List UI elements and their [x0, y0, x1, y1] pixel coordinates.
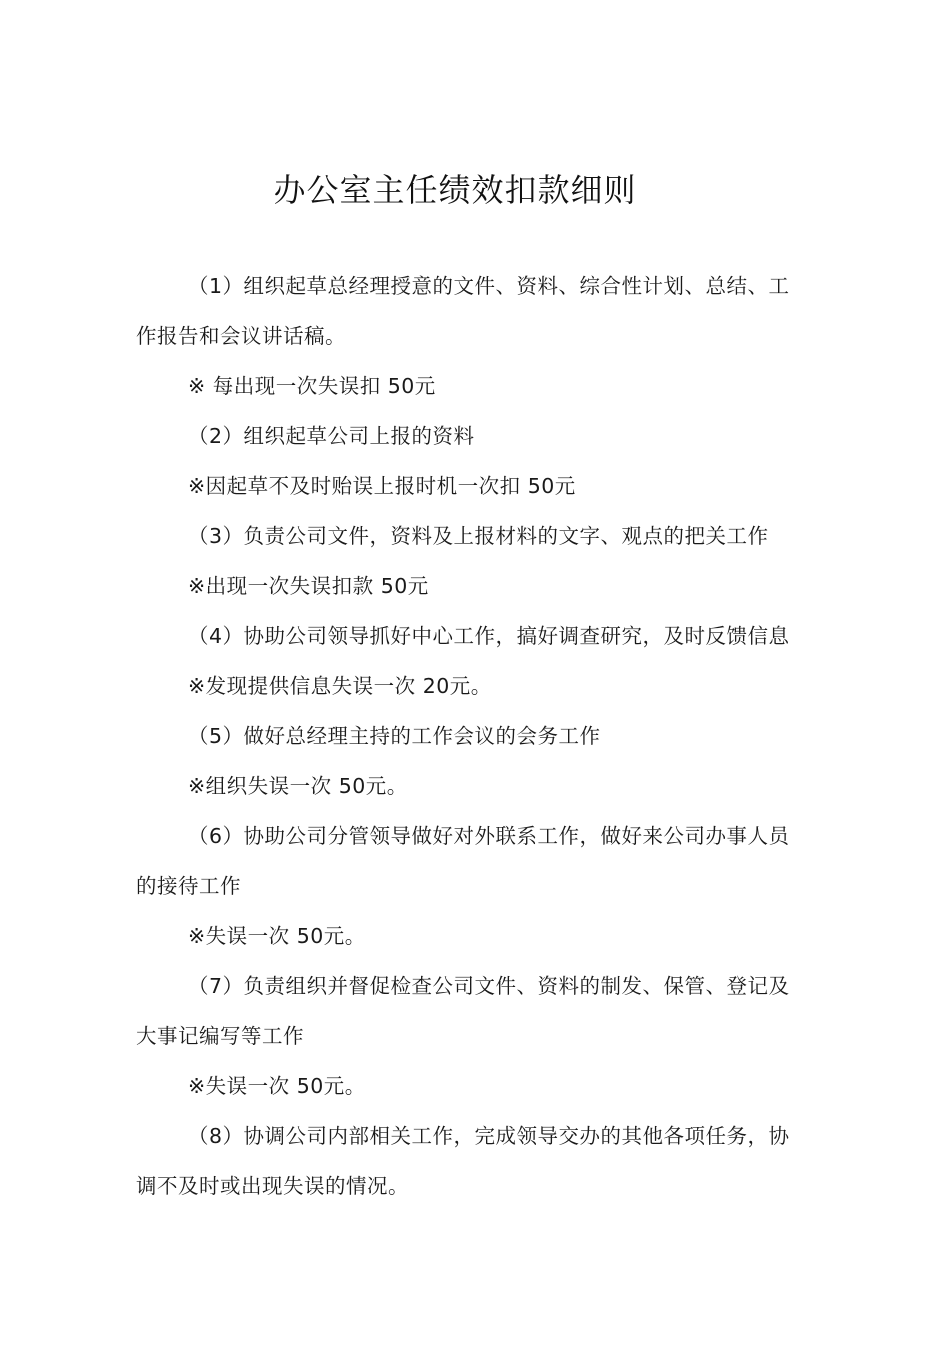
item-6-line-2: 的接待工作: [136, 874, 241, 898]
item-2-line-1: （2）组织起草公司上报的资料: [188, 424, 475, 448]
item-7-line-2: 大事记编写等工作: [136, 1024, 304, 1048]
item-5-penalty: ※组织失误一次 50元。: [188, 774, 408, 798]
item-1-line-2: 作报告和会议讲话稿。: [136, 324, 346, 348]
item-3-penalty: ※出现一次失误扣款 50元: [188, 574, 429, 598]
item-6-line-1: （6）协助公司分管领导做好对外联系工作，做好来公司办事人员: [188, 824, 790, 848]
item-1-line-1: （1）组织起草总经理授意的文件、资料、综合性计划、总结、工: [188, 274, 790, 298]
item-1-penalty: ※ 每出现一次失误扣 50元: [188, 374, 436, 398]
item-5-line-1: （5）做好总经理主持的工作会议的会务工作: [188, 724, 601, 748]
item-4-penalty: ※发现提供信息失误一次 20元。: [188, 674, 492, 698]
item-8-line-1: （8）协调公司内部相关工作，完成领导交办的其他各项任务，协: [188, 1124, 790, 1148]
document-title: 办公室主任绩效扣款细则: [273, 171, 637, 209]
item-2-penalty: ※因起草不及时贻误上报时机一次扣 50元: [188, 474, 576, 498]
item-4-line-1: （4）协助公司领导抓好中心工作，搞好调查研究，及时反馈信息: [188, 624, 790, 648]
item-3-line-1: （3）负责公司文件，资料及上报材料的文字、观点的把关工作: [188, 524, 769, 548]
item-7-penalty: ※失误一次 50元。: [188, 1074, 366, 1098]
item-7-line-1: （7）负责组织并督促检查公司文件、资料的制发、保管、登记及: [188, 974, 790, 998]
item-6-penalty: ※失误一次 50元。: [188, 924, 366, 948]
item-8-line-2: 调不及时或出现失误的情况。: [136, 1174, 409, 1198]
